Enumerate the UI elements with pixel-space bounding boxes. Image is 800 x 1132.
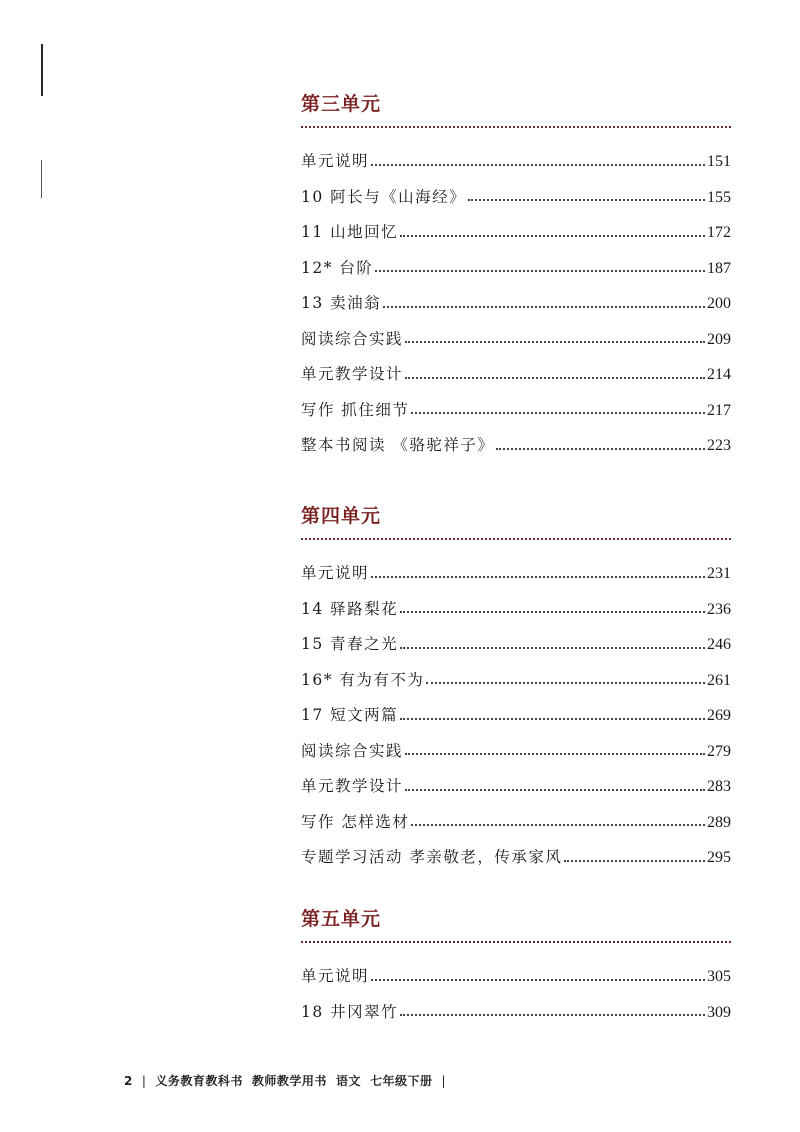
toc-entry-label: 10 阿长与《山海经》 — [301, 187, 467, 206]
toc-entry[interactable] — [301, 144, 731, 180]
toc-entry-label: 15 青春之光 — [301, 635, 399, 653]
toc-entry-page: 223 — [707, 437, 731, 454]
toc-entry-page: 200 — [707, 295, 731, 312]
toc-list — [301, 556, 731, 876]
toc-entry-page: 295 — [707, 849, 731, 866]
dot-leader — [383, 306, 705, 308]
dot-leader — [400, 235, 705, 237]
footer-grade: 七年级下册 — [369, 1074, 433, 1088]
toc-entry[interactable] — [301, 769, 731, 805]
toc-entry-page: 217 — [707, 401, 731, 419]
toc-entry-page: 236 — [707, 600, 731, 618]
toc-entry[interactable] — [301, 840, 731, 876]
toc-list — [301, 959, 731, 1030]
toc-entry-label: 单元教学设计 — [301, 365, 404, 383]
toc-entry-page: 246 — [707, 636, 731, 653]
footer-series: 义务教育教科书 — [155, 1074, 243, 1088]
unit-section-3 — [301, 90, 731, 464]
dot-leader — [411, 824, 705, 826]
toc-entry[interactable] — [301, 428, 731, 464]
toc-entry-label: 单元说明 — [301, 564, 370, 582]
toc-entry[interactable] — [301, 556, 731, 592]
footer-separator: | — [141, 1074, 147, 1088]
dot-leader — [400, 1014, 705, 1016]
toc-entry[interactable] — [301, 180, 731, 216]
toc-entry-page: 151 — [707, 153, 731, 170]
toc-entry-page: 261 — [707, 671, 731, 689]
toc-entry-label: 11 山地回忆 — [301, 223, 399, 241]
toc-entry-label: 写作 怎样选材 — [301, 812, 410, 831]
toc-entry-label: 12* 台阶 — [301, 258, 374, 277]
unit-section-5 — [301, 905, 731, 1030]
dotted-divider — [301, 126, 731, 128]
toc-entry[interactable] — [301, 393, 731, 429]
dot-leader — [375, 270, 705, 272]
toc-entry[interactable] — [301, 215, 731, 251]
toc-entry-label: 专题学习活动 孝亲敬老，传承家风 — [301, 848, 563, 866]
toc-entry[interactable] — [301, 357, 731, 393]
toc-entry-label: 阅读综合实践 — [301, 741, 404, 760]
dot-leader — [468, 199, 705, 201]
dotted-divider — [301, 538, 731, 540]
toc-entry-page: 309 — [707, 1003, 731, 1021]
toc-entry[interactable] — [301, 592, 731, 628]
unit-title: 第五单元 — [301, 908, 382, 930]
toc-entry-page: 231 — [707, 565, 731, 582]
toc-entry-label: 整本书阅读 《骆驼祥子》 — [301, 436, 495, 454]
scan-edge-mark — [41, 160, 42, 198]
dot-leader — [400, 647, 705, 649]
toc-entry-label: 16* 有为有不为 — [301, 670, 425, 689]
toc-entry-label: 阅读综合实践 — [301, 329, 404, 348]
toc-entry-page: 187 — [707, 259, 731, 277]
toc-entry[interactable] — [301, 251, 731, 287]
toc-entry[interactable] — [301, 698, 731, 734]
footer-subject: 语文 — [335, 1074, 361, 1088]
toc-entry-label: 写作 抓住细节 — [301, 400, 410, 419]
dot-leader — [426, 682, 705, 684]
toc-entry[interactable] — [301, 995, 731, 1031]
toc-entry-label: 13 卖油翁 — [301, 294, 382, 312]
toc-entry-label: 单元教学设计 — [301, 777, 404, 795]
toc-entry-label: 17 短文两篇 — [301, 706, 399, 724]
toc-entry[interactable] — [301, 959, 731, 995]
dot-leader — [405, 753, 705, 755]
dot-leader — [371, 164, 705, 166]
dot-leader — [400, 611, 705, 613]
toc-entry-label: 单元说明 — [301, 967, 370, 985]
toc-entry-page: 283 — [707, 778, 731, 795]
dot-leader — [564, 860, 705, 862]
dot-leader — [411, 412, 705, 414]
toc-entry[interactable] — [301, 322, 731, 358]
footer-separator: | — [441, 1074, 447, 1088]
toc-entry-page: 269 — [707, 707, 731, 724]
toc-entry-page: 209 — [707, 330, 731, 348]
toc-entry-page: 155 — [707, 188, 731, 206]
unit-title: 第四单元 — [301, 505, 382, 527]
dot-leader — [496, 448, 705, 450]
toc-entry-page: 305 — [707, 968, 731, 985]
dot-leader — [371, 576, 705, 578]
toc-entry[interactable] — [301, 627, 731, 663]
unit-title: 第三单元 — [301, 93, 382, 115]
unit-section-4 — [301, 502, 731, 876]
dot-leader — [371, 979, 705, 981]
toc-entry[interactable] — [301, 805, 731, 841]
toc-entry-page: 214 — [707, 366, 731, 383]
toc-entry-label: 单元说明 — [301, 152, 370, 170]
toc-entry-page: 279 — [707, 742, 731, 760]
toc-entry[interactable] — [301, 734, 731, 770]
dot-leader — [405, 789, 705, 791]
dot-leader — [405, 377, 705, 379]
footer-book: 教师教学用书 — [251, 1074, 327, 1088]
dotted-divider — [301, 941, 731, 943]
toc-entry-label: 14 驿路梨花 — [301, 599, 399, 618]
toc-list — [301, 144, 731, 464]
dot-leader — [405, 341, 705, 343]
toc-entry[interactable] — [301, 286, 731, 322]
toc-entry-label: 18 井冈翠竹 — [301, 1002, 399, 1021]
scan-edge-mark — [41, 44, 43, 96]
toc-entry-page: 172 — [707, 224, 731, 241]
dot-leader — [400, 718, 705, 720]
page-footer — [124, 1072, 455, 1089]
toc-entry-page: 289 — [707, 813, 731, 831]
page-number: 2 — [124, 1074, 133, 1088]
toc-entry[interactable] — [301, 663, 731, 699]
